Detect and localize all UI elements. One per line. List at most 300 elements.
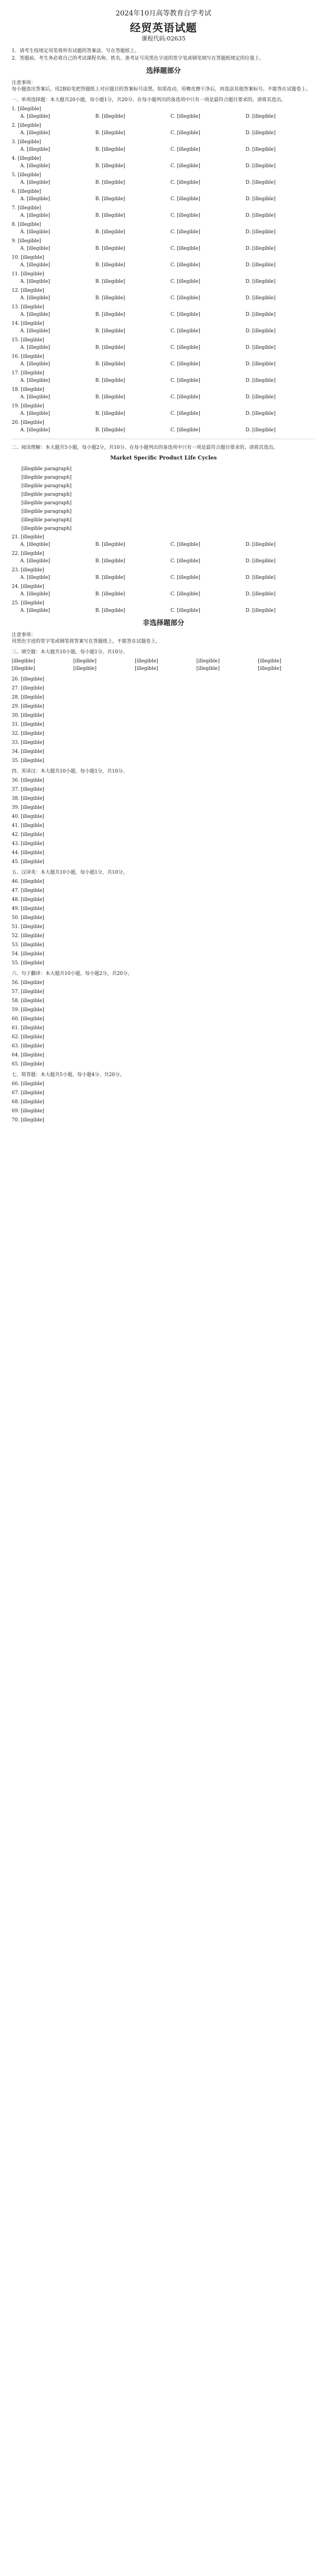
question-stem-text: [illegible] [18,173,42,178]
mcq-item [12,584,315,597]
passage-paragraph: [illegible paragraph] [21,492,72,497]
item-number: 63. [12,1044,20,1049]
mcq-option: B. [illegible] [95,180,125,185]
numbered-item [12,712,315,719]
numbered-item [12,1117,315,1123]
mcq-options [20,163,315,169]
mcq-option: B. [illegible] [95,345,125,350]
mcq-options [20,591,315,597]
mcq-option: C. [illegible] [170,608,200,613]
mcq-option: B. [illegible] [95,592,125,597]
item-text: [illegible] [21,823,44,828]
numbered-item [12,1025,315,1031]
part4-items [12,777,315,865]
passage-paragraph: [illegible paragraph] [21,509,72,514]
passage-paragraph: [illegible paragraph] [21,526,72,531]
item-text: [illegible] [21,924,44,930]
mcq-item [12,221,315,235]
item-text: [illegible] [21,933,44,939]
mcq-option: A. [illegible] [20,114,50,119]
part3-block [12,649,315,764]
question-stem-text: [illegible] [21,255,44,260]
numbered-item [12,758,315,764]
item-text: [illegible] [21,787,44,792]
question-stem-text: [illegible] [21,584,44,589]
mcq-options [20,229,315,235]
mcq-option: B. [illegible] [95,542,125,547]
mcq-stem [12,271,315,277]
mcq-option: D. [illegible] [246,329,276,334]
mcq-option: C. [illegible] [170,312,200,317]
word-bank-item: [illegible] [258,666,281,671]
item-number: 27. [12,686,20,691]
part6-title: 六、句子翻译：本大题共10小题，每小题2分，共20分。 [12,971,133,977]
mcq-stem [12,238,315,244]
question-number: 7. [12,206,17,211]
item-text: [illegible] [21,859,44,865]
question-number: 2. [12,123,17,128]
item-number: 67. [12,1090,20,1096]
question-number: 24. [12,584,20,589]
mcq-option: B. [illegible] [95,329,125,334]
mcq-option: C. [illegible] [170,542,200,547]
question-stem-text: [illegible] [18,189,42,194]
item-number: 62. [12,1035,20,1040]
mcq-stem [12,221,315,228]
mcq-stem [12,584,315,590]
mcq-item [12,403,315,417]
question-number: 18. [12,387,20,392]
item-text: [illegible] [21,686,44,691]
selection-notice-text: 每小题选出答案后，用2B铅笔把答题纸上对应题目的答案标号涂黑。如需改动，用橡皮擦干净后，再选涂其他答案标号。不能答在试题卷上。 [12,87,311,92]
mcq-option: D. [illegible] [246,246,276,251]
mcq-option: C. [illegible] [170,559,200,564]
word-bank-item: [illegible] [135,659,158,664]
mcq-option: B. [illegible] [95,130,125,136]
item-text: [illegible] [21,731,44,736]
item-number: 28. [12,695,20,700]
item-text: [illegible] [21,778,44,783]
numbered-item [12,850,315,856]
nonselection-notice-label: 注意事项： [12,633,36,638]
mcq-option: D. [illegible] [246,213,276,218]
numbered-item [12,694,315,701]
part1-questions [12,106,315,433]
item-text: [illegible] [21,1109,44,1114]
nonselection-notice [12,632,315,645]
numbered-item [12,915,315,921]
part7-title: 七、简答题：本大题共5小题，每小题4分，共20分。 [12,1072,125,1078]
mcq-stem [12,321,315,327]
numbered-item [12,879,315,885]
numbered-item [12,989,315,995]
item-number: 56. [12,980,20,986]
mcq-item [12,139,315,153]
mcq-option: B. [illegible] [95,395,125,400]
numbered-item [12,841,315,847]
question-stem-text: [illegible] [21,551,44,556]
mcq-option: B. [illegible] [95,428,125,433]
mcq-option: A. [illegible] [20,575,50,580]
numbered-item [12,805,315,811]
mcq-option: C. [illegible] [170,147,200,152]
mcq-stem [12,534,315,540]
question-stem-text: [illegible] [21,354,44,359]
part1-title: 一、单项选择题：本大题共20小题，每小题1分，共20分。在每小题列出的备选项中只有一项是最符合题目要求的，请将其选出。 [12,97,286,103]
mcq-option: A. [illegible] [20,608,50,613]
mcq-option: D. [illegible] [246,296,276,301]
item-number: 54. [12,951,20,957]
mcq-item [12,370,315,384]
part1-block [12,97,315,433]
mcq-option: B. [illegible] [95,362,125,367]
part2-title: 二、阅读理解：本大题共5小题，每小题2分，共10分。在每小题列出的备选项中只有一项是最符合题目要求的，请将其选出。 [12,445,278,450]
mcq-options [20,394,315,400]
mcq-option: D. [illegible] [246,592,276,597]
mcq-option: B. [illegible] [95,147,125,152]
item-number: 31. [12,722,20,727]
question-stem-text: [illegible] [18,156,42,161]
item-text: [illegible] [21,897,44,903]
part3-items [12,676,315,764]
numbered-item [12,942,315,948]
mcq-stem [12,139,315,145]
item-text: [illegible] [21,989,44,995]
item-text: [illegible] [21,796,44,801]
mcq-stem [12,337,315,343]
mcq-option: B. [illegible] [95,296,125,301]
question-stem-text: [illegible] [21,568,44,573]
item-number: 39. [12,805,20,810]
item-number: 53. [12,942,20,948]
mcq-option: D. [illegible] [246,229,276,235]
mcq-option: B. [illegible] [95,279,125,284]
part6-items [12,980,315,1068]
general-notice [12,48,315,62]
word-bank-item: [illegible] [12,666,35,671]
mcq-options [20,361,315,367]
numbered-item [12,1108,315,1114]
mcq-option: C. [illegible] [170,279,200,284]
part5-items [12,879,315,966]
item-text: [illegible] [21,888,44,893]
numbered-item [12,703,315,710]
mcq-item [12,271,315,285]
item-number: 34. [12,749,20,754]
mcq-options [20,212,315,219]
mcq-option: B. [illegible] [95,196,125,202]
mcq-options [20,411,315,417]
mcq-options [20,542,315,548]
question-number: 1. [12,106,17,112]
item-text: [illegible] [21,832,44,838]
mcq-option: D. [illegible] [246,147,276,152]
part2-block [12,445,315,614]
word-bank-item: [illegible] [135,666,158,671]
numbered-item [12,832,315,838]
item-text: [illegible] [21,906,44,912]
mcq-option: C. [illegible] [170,246,200,251]
mcq-options [20,278,315,285]
mcq-option: C. [illegible] [170,575,200,580]
item-number: 32. [12,731,20,736]
question-number: 19. [12,404,20,409]
mcq-stem [12,420,315,426]
question-stem-text: [illegible] [18,239,42,244]
mcq-option: D. [illegible] [246,180,276,185]
item-number: 69. [12,1109,20,1114]
mcq-option: C. [illegible] [170,395,200,400]
question-number: 3. [12,140,17,145]
mcq-option: B. [illegible] [95,213,125,218]
word-bank-item: [illegible] [12,659,35,664]
item-number: 26. [12,677,20,682]
question-number: 4. [12,156,17,161]
mcq-item [12,321,315,334]
item-text: [illegible] [21,1090,44,1096]
mcq-option: C. [illegible] [170,345,200,350]
item-number: 43. [12,841,20,847]
mcq-option: D. [illegible] [246,345,276,350]
question-stem-text: [illegible] [21,387,44,392]
item-text: [illegible] [21,951,44,957]
numbered-item [12,1016,315,1022]
item-number: 57. [12,989,20,995]
numbered-item [12,1090,315,1096]
word-bank [12,658,315,672]
mcq-item [12,551,315,564]
item-text: [illegible] [21,942,44,948]
numbered-item [12,1043,315,1049]
passage-paragraph: [illegible paragraph] [21,475,72,480]
item-number: 49. [12,906,20,912]
item-number: 66. [12,1081,20,1087]
mcq-options [20,608,315,614]
mcq-option: A. [illegible] [20,130,50,136]
question-stem-text: [illegible] [21,420,44,425]
question-stem-text: [illegible] [18,222,42,227]
question-number: 20. [12,420,20,425]
nonselection-notice-text: 用黑色字迹的签字笔或钢笔将答案写在答题纸上，不能答在试题卷上。 [12,639,161,644]
mcq-options [20,295,315,301]
mcq-option: B. [illegible] [95,411,125,416]
mcq-option: D. [illegible] [246,130,276,136]
mcq-option: A. [illegible] [20,296,50,301]
mcq-option: A. [illegible] [20,378,50,383]
mcq-option: A. [illegible] [20,411,50,416]
item-text: [illegible] [21,1044,44,1049]
mcq-option: D. [illegible] [246,114,276,119]
mcq-item [12,354,315,367]
mcq-item [12,304,315,318]
mcq-option: C. [illegible] [170,213,200,218]
item-number: 52. [12,933,20,939]
mcq-stem [12,600,315,606]
mcq-option: B. [illegible] [95,559,125,564]
item-text: [illegible] [21,695,44,700]
mcq-stem [12,288,315,294]
mcq-option: C. [illegible] [170,592,200,597]
mcq-options [20,196,315,202]
mcq-option: B. [illegible] [95,114,125,119]
selection-notice [12,80,315,93]
mcq-option: C. [illegible] [170,362,200,367]
exam-session: 2024年10月高等教育自学考试 [116,10,211,18]
mcq-stem [12,122,315,129]
mcq-item [12,567,315,581]
mcq-option: D. [illegible] [246,395,276,400]
passage-paragraph: [illegible paragraph] [21,466,72,472]
item-text: [illegible] [21,814,44,819]
mcq-option: D. [illegible] [246,575,276,580]
notice-line-1: 1．请考生按规定用笔将所有试题的答案涂、写在答题纸上。 [12,48,140,54]
item-number: 40. [12,814,20,819]
question-stem-text: [illegible] [18,206,42,211]
word-bank-item: [illegible] [73,659,97,664]
mcq-options [20,113,315,120]
item-text: [illegible] [21,722,44,727]
mcq-option: A. [illegible] [20,592,50,597]
part4-block [12,768,315,865]
part5-title: 五、汉译英：本大题共10小题，每小题1分，共10分。 [12,870,128,875]
numbered-item [12,1052,315,1059]
item-number: 44. [12,850,20,856]
item-text: [illegible] [21,704,44,709]
mcq-option: B. [illegible] [95,262,125,268]
item-number: 36. [12,778,20,783]
question-number: 17. [12,371,20,376]
mcq-options [20,245,315,252]
item-number: 42. [12,832,20,838]
item-text: [illegible] [21,1062,44,1067]
mcq-option: D. [illegible] [246,279,276,284]
mcq-item [12,122,315,136]
item-number: 29. [12,704,20,709]
exam-header [12,10,315,43]
numbered-item [12,897,315,903]
mcq-option: D. [illegible] [246,196,276,202]
numbered-item [12,1099,315,1105]
mcq-option: A. [illegible] [20,180,50,185]
mcq-option: D. [illegible] [246,411,276,416]
question-number: 16. [12,354,20,359]
item-number: 38. [12,796,20,801]
passage-paragraph: [illegible paragraph] [21,518,72,523]
mcq-options [20,378,315,384]
mcq-option: B. [illegible] [95,378,125,383]
mcq-option: A. [illegible] [20,395,50,400]
numbered-item [12,786,315,793]
passage-paragraph: [illegible paragraph] [21,483,72,489]
mcq-item [12,172,315,186]
question-number: 15. [12,338,20,343]
mcq-options [20,130,315,136]
question-number: 10. [12,255,20,260]
question-number: 14. [12,321,20,326]
question-stem-text: [illegible] [21,338,44,343]
reading-passage [12,466,315,532]
item-number: 37. [12,787,20,792]
numbered-item [12,960,315,966]
item-number: 41. [12,823,20,828]
mcq-option: B. [illegible] [95,246,125,251]
question-number: 21. [12,535,20,540]
numbered-item [12,1081,315,1087]
mcq-option: C. [illegible] [170,114,200,119]
part4-title: 四、英译汉：本大题共10小题，每小题1分，共10分。 [12,769,128,774]
part7-items [12,1081,315,1123]
item-text: [illegible] [21,850,44,856]
mcq-option: A. [illegible] [20,312,50,317]
mcq-option: D. [illegible] [246,542,276,547]
part2-questions [12,534,315,614]
numbered-item [12,1061,315,1068]
numbered-item [12,777,315,784]
mcq-option: C. [illegible] [170,411,200,416]
item-number: 48. [12,897,20,903]
numbered-item [12,924,315,930]
mcq-item [12,337,315,351]
item-number: 70. [12,1118,20,1123]
numbered-item [12,951,315,957]
item-text: [illegible] [21,841,44,847]
item-text: [illegible] [21,961,44,966]
mcq-option: A. [illegible] [20,428,50,433]
mcq-item [12,288,315,301]
item-number: 58. [12,998,20,1004]
item-text: [illegible] [21,758,44,764]
part6-block [12,971,315,1068]
mcq-option: B. [illegible] [95,608,125,613]
mcq-option: A. [illegible] [20,163,50,169]
mcq-item [12,255,315,268]
item-text: [illegible] [21,1053,44,1058]
item-text: [illegible] [21,1118,44,1123]
mcq-stem [12,155,315,162]
mcq-item [12,387,315,400]
mcq-option: A. [illegible] [20,229,50,235]
word-bank-item: [illegible] [73,666,97,671]
item-text: [illegible] [21,1016,44,1022]
mcq-item [12,238,315,252]
question-number: 6. [12,189,17,194]
numbered-item [12,998,315,1004]
mcq-option: D. [illegible] [246,608,276,613]
item-text: [illegible] [21,805,44,810]
mcq-item [12,420,315,433]
mcq-option: A. [illegible] [20,196,50,202]
mcq-stem [12,567,315,573]
numbered-item [12,980,315,986]
mcq-options [20,262,315,268]
mcq-option: B. [illegible] [95,312,125,317]
part5-block [12,869,315,966]
item-number: 50. [12,915,20,921]
question-stem-text: [illegible] [21,305,44,310]
mcq-option: D. [illegible] [246,262,276,268]
question-stem-text: [illegible] [21,288,44,293]
mcq-options [20,311,315,318]
exam-title: 经贸英语试题 [130,21,197,34]
item-number: 51. [12,924,20,930]
mcq-options [20,146,315,153]
mcq-item [12,106,315,120]
mcq-options [20,179,315,186]
mcq-option: C. [illegible] [170,378,200,383]
mcq-option: C. [illegible] [170,130,200,136]
mcq-option: D. [illegible] [246,163,276,169]
mcq-option: A. [illegible] [20,345,50,350]
